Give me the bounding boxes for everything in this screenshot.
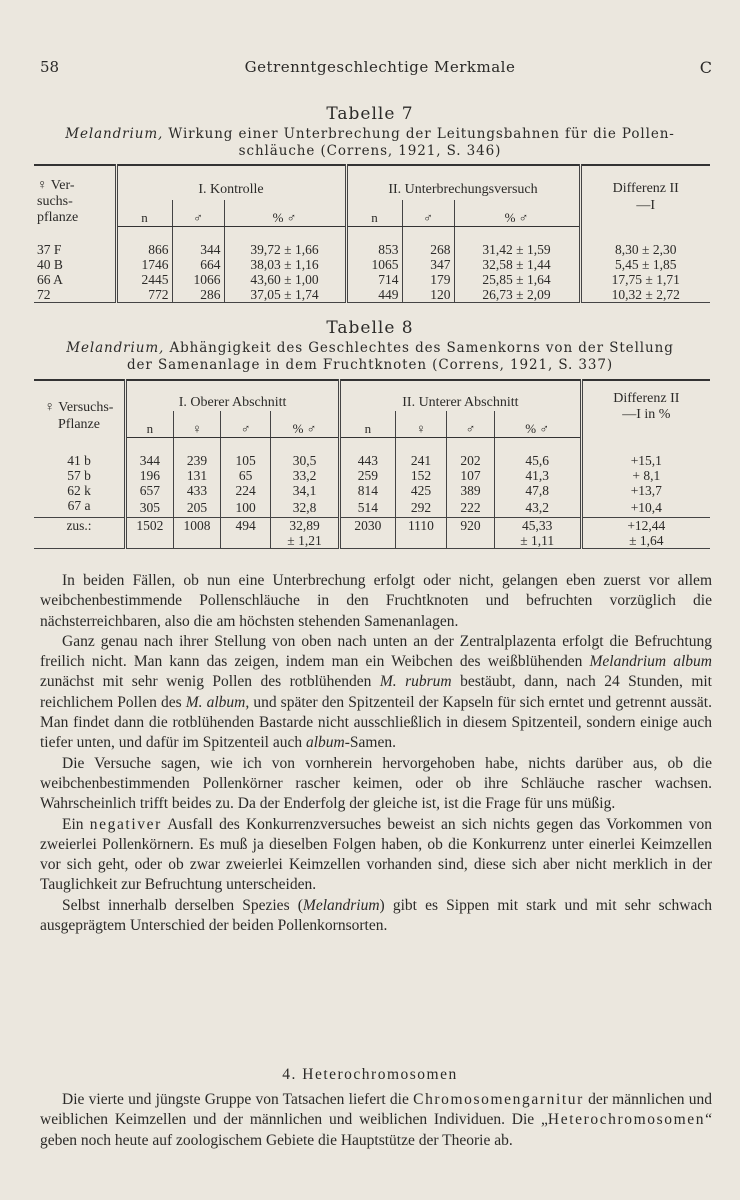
body-text-block-2 [40, 1090, 712, 1151]
table7-col-plant: ♀ Ver-suchs-pflanze [34, 165, 116, 226]
table8-caption-text: Abhängigkeit des Geschlechtes des Samenkorns von der Stellung [164, 340, 674, 356]
table-row: 57 b 196 131 65 33,2 259 152 107 41,3 + 8,1 [34, 468, 710, 483]
table8-group-lower: II. Unterer Abschnitt [340, 380, 581, 411]
paragraph: Die vierte und jüngste Gruppe von Tatsachen liefert die Chromosomengarnitur der männlichen und weiblichen Keimzellen und der männlichen und weiblichen Individuen. Die „Heterochromosomen“ geben noch heute auf zoologischem Gebiete die Hauptstütze der Theorie ab. [40, 1091, 712, 1149]
table-total-row: zus.: 1502 1008 494 32,89 ± 1,21 2030 1110 920 45,33 ± 1,11 +12,44 ± 1,64 [34, 518, 710, 549]
table8-caption-line2: der Samenanlage in dem Fruchtknoten (Correns, 1921, S. 337) [126, 357, 614, 373]
table8-title: Tabelle 8 [326, 318, 414, 338]
table8-sub-pct1: % ♂ [270, 411, 339, 438]
running-title: Getrenntgeschlechtige Merkmale [244, 58, 516, 76]
table8-sub-n1: n [126, 411, 174, 438]
paragraph: Selbst innerhalb derselben Spezies (Melandrium) gibt es Sippen mit stark und mit sehr schwach ausgeprägtem Unterschied der beiden Pollenkornsorten. [40, 896, 712, 935]
table7-sub-male1: ♂ [172, 200, 224, 227]
table8-caption [30, 340, 710, 374]
page-number: 58 [40, 58, 60, 76]
table8-sub-n2: n [340, 411, 396, 438]
running-header [40, 58, 720, 82]
table7-title: Tabelle 7 [326, 104, 414, 124]
table8-sub-female2: ♀ [395, 411, 447, 438]
table8-caption-genus: Melandrium, [66, 340, 165, 356]
table8-sub-pct2: % ♂ [494, 411, 581, 438]
table8-group-upper: I. Oberer Abschnitt [126, 380, 340, 411]
table8-col-diff: Differenz II—I in % [581, 380, 710, 438]
table7-sub-pct2: % ♂ [454, 200, 580, 227]
paragraph: Ein negativer Ausfall des Konkurrenzversuches beweist an sich nichts gegen das Vorkommen von zweierlei Pollenkörnern. Es muß ja dieselben Folgen haben, ob die Konkurrenz unter einerlei Keimzellen vor sich geht, oder ob zwar zweierlei Keimzellen vorhanden sind, diese sich aber nicht merklich in der Tauglichkeit zur Befruchtung unterscheiden. [40, 815, 712, 894]
table7-sub-n2: n [346, 200, 402, 227]
table-row: 40 B 1746 664 38,03 ± 1,16 1065 347 32,58 ± 1,44 5,45 ± 1,85 [34, 257, 710, 272]
table7-sub-pct1: % ♂ [224, 200, 346, 227]
table7-caption-line2: schläuche (Correns, 1921, S. 346) [238, 143, 502, 159]
section-heading: 4. Heterochromosomen [282, 1066, 458, 1083]
table7-caption-genus: Melandrium, [65, 126, 164, 142]
signature-mark: C [699, 58, 712, 77]
table-row: 41 b 344 239 105 30,5 443 241 202 45,6 +15,1 [34, 453, 710, 468]
table7-sub-male2: ♂ [402, 200, 454, 227]
table7-group-control: I. Kontrolle [116, 165, 346, 200]
table7-group-interruption: II. Unterbrechungsversuch [346, 165, 580, 200]
table8-sub-male2: ♂ [447, 411, 495, 438]
table7-caption-text: Wirkung einer Unterbrechung der Leitungsbahnen für die Pollen- [163, 126, 675, 142]
table-row: 62 k 657 433 224 34,1 814 425 389 47,8 +13,7 [34, 483, 710, 498]
paragraph: Ganz genau nach ihrer Stellung von oben nach unten an der Zentralplazenta erfolgt die Befruchtung freilich nicht. Man kann das zeigen, indem man ein Weibchen des weißblühenden Melandrium album zunächst mit sehr wenig Pollen des rotblühenden M. rubrum bestäubt, dann, nach 24 Stunden, mit reichlichem Pollen des M. album, und später den Spitzenteil der Kapseln für sich erntet und getrennt aussät. Man findet dann die rotblühenden Bastarde nicht ausschließlich in diesem Spitzenteil, sondern einige auch tiefer unten, und dafür im Spitzenteil auch album-Samen. [40, 632, 712, 752]
table-row: 37 F 866 344 39,72 ± 1,66 853 268 31,42 ± 1,59 8,30 ± 2,30 [34, 242, 710, 257]
table8-sub-male1: ♂ [221, 411, 270, 438]
table8-col-plant: ♀ Versuchs-Pflanze [34, 380, 126, 438]
table7-sub-n1: n [116, 200, 172, 227]
table8 [34, 379, 710, 549]
body-text-block [40, 571, 712, 936]
paragraph: In beiden Fällen, ob nun eine Unterbrechung erfolgt oder nicht, gelangen eben zuerst vor allem weibchenbestimmende Pollenschläuche in den Fruchtknoten und befruchten vorzüglich die nächsterreichbaren, also die am höchsten stehenden Samenanlagen. [40, 572, 712, 630]
table7-caption [30, 126, 710, 160]
table7-col-diff: Differenz II—I [580, 165, 710, 226]
table8-sub-female1: ♀ [173, 411, 221, 438]
paragraph: Die Versuche sagen, wie ich von vornherein hervorgehoben habe, nichts darüber aus, ob die weibchenbestimmenden Pollenkörner rascher keimen, oder ob ihre Schläuche rascher wachsen. Wahrscheinlich trifft beides zu. Da der Enderfolg der gleiche ist, ist die Frage für uns müßig. [40, 754, 712, 813]
table-row: 72 772 286 37,05 ± 1,74 449 120 26,73 ± 2,09 10,32 ± 2,72 [34, 287, 710, 303]
table-row: 66 A 2445 1066 43,60 ± 1,00 714 179 25,85 ± 1,64 17,75 ± 1,71 [34, 272, 710, 287]
table7 [34, 164, 710, 303]
table-row: 67 a 305 205 100 32,8 514 292 222 43,2 +10,4 [34, 498, 710, 518]
